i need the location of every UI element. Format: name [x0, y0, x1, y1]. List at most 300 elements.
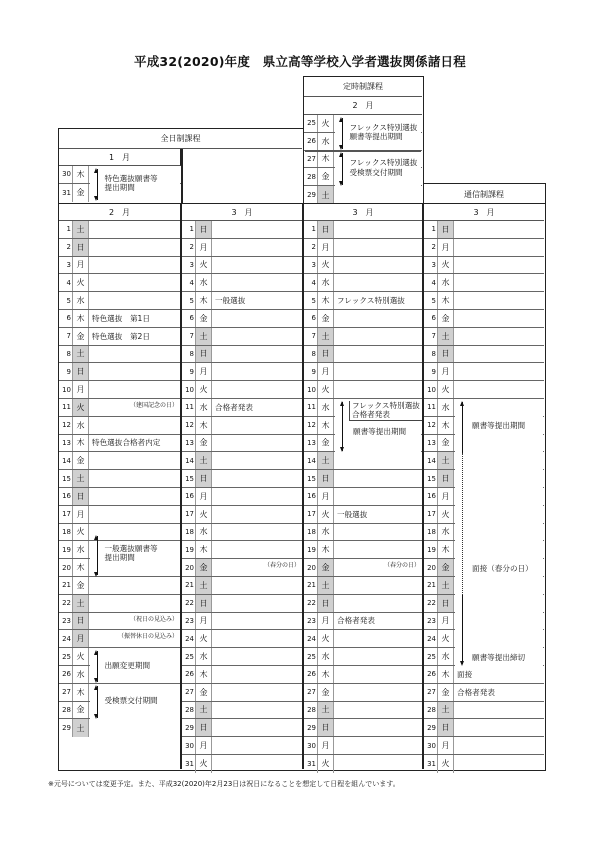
weekday: 日	[73, 488, 89, 505]
day-number: 30	[182, 737, 196, 754]
weekday: 火	[73, 399, 89, 416]
event-cell	[454, 381, 544, 398]
weekday: 土	[196, 452, 212, 469]
span-cell	[455, 400, 543, 666]
period-label-line: 受検票交付期間	[104, 696, 158, 706]
event-text: 特色選抜合格者内定	[92, 438, 161, 448]
weekday: 木	[196, 292, 212, 309]
day-number: 21	[182, 577, 196, 594]
event-cell	[212, 595, 302, 612]
day-number: 16	[424, 488, 438, 505]
calendar-row	[424, 346, 544, 364]
day-number: 3	[424, 257, 438, 274]
weekday: 日	[438, 470, 454, 487]
day-number: 20	[182, 559, 196, 576]
day-number: 7	[59, 328, 73, 345]
period-label	[350, 158, 418, 177]
event-cell	[334, 613, 422, 630]
holiday-note: （春分の日）	[263, 562, 300, 570]
arrow-up-icon	[340, 401, 344, 406]
weekday: 月	[318, 613, 334, 630]
day-number: 28	[304, 702, 318, 719]
event-cell	[89, 221, 180, 238]
weekday: 火	[438, 381, 454, 398]
calendar-row	[182, 417, 302, 435]
day-number: 2	[424, 239, 438, 256]
day-number: 7	[424, 328, 438, 345]
day-number: 6	[59, 310, 73, 327]
teiji-course-header: 定時制課程	[304, 77, 422, 97]
calendar-row	[59, 363, 180, 381]
day-number: 25	[304, 115, 318, 132]
weekday: 金	[318, 435, 334, 452]
weekday: 日	[73, 613, 89, 630]
holiday-note: （祝日の見込み）	[129, 615, 178, 623]
weekday: 土	[73, 346, 89, 363]
calendar-row	[304, 274, 422, 292]
event-cell	[334, 684, 422, 701]
event-cell	[212, 346, 302, 363]
day-number: 9	[59, 363, 73, 380]
event-cell	[334, 719, 422, 736]
event-cell	[212, 470, 302, 487]
weekday: 日	[196, 719, 212, 736]
weekday: 金	[196, 684, 212, 701]
weekday: 月	[73, 381, 89, 398]
weekday: 木	[73, 684, 89, 701]
calendar-row	[182, 399, 302, 417]
footnote: ※元号については変更予定。また、平成32(2020)年2月23日は祝日になることを想定して日程を組んでいます。	[48, 780, 400, 788]
day-number: 14	[424, 452, 438, 469]
day-number: 28	[304, 168, 318, 185]
period-arrow-line	[462, 595, 463, 664]
event-cell	[212, 737, 302, 754]
calendar-row	[59, 435, 180, 453]
weekday: 金	[73, 577, 89, 594]
period-label-line: 受検票交付期間	[349, 167, 403, 177]
weekday: 火	[73, 524, 89, 541]
weekday: 水	[196, 524, 212, 541]
day-number: 8	[304, 346, 318, 363]
calendar-row	[182, 328, 302, 346]
calendar-row	[304, 346, 422, 364]
event-cell	[334, 577, 422, 594]
weekday: 金	[73, 184, 89, 202]
period-label-line: 面接（春分の日）	[472, 563, 533, 573]
event-cell	[212, 577, 302, 594]
event-cell	[454, 274, 544, 291]
period-label	[472, 564, 533, 574]
day-number: 13	[304, 435, 318, 452]
calendar-row	[424, 274, 544, 292]
event-cell	[454, 702, 544, 719]
calendar-row	[59, 417, 180, 435]
weekday: 木	[438, 292, 454, 309]
day-number: 28	[59, 702, 73, 719]
tsushin-mar-month-header: 3 月	[424, 204, 544, 221]
calendar-row	[304, 488, 422, 506]
period-label	[105, 696, 158, 706]
day-number: 22	[59, 595, 73, 612]
calendar-row	[182, 239, 302, 257]
weekday: 木	[318, 541, 334, 558]
day-number: 2	[182, 239, 196, 256]
event-cell	[89, 506, 180, 523]
period-label-line: 特色選抜願書等	[104, 173, 158, 183]
event-cell	[89, 417, 180, 434]
zennichi-jan-blank	[181, 149, 183, 203]
day-number: 6	[424, 310, 438, 327]
weekday: 月	[196, 737, 212, 754]
event-text: 特色選抜 第1日	[92, 313, 150, 323]
weekday: 火	[318, 115, 334, 132]
weekday: 火	[196, 381, 212, 398]
period-label-line: 出願変更期間	[104, 660, 151, 670]
event-cell	[212, 363, 302, 380]
calendar-row	[304, 577, 422, 595]
day-number: 31	[424, 755, 438, 773]
calendar-row	[182, 737, 302, 755]
day-number: 25	[182, 648, 196, 665]
day-number: 17	[424, 506, 438, 523]
calendar-row	[182, 595, 302, 613]
event-cell	[212, 239, 302, 256]
day-number: 6	[304, 310, 318, 327]
event-cell	[89, 524, 180, 541]
teiji-mar-month-header: 3 月	[304, 204, 422, 221]
day-number: 1	[424, 221, 438, 238]
day-number: 15	[59, 470, 73, 487]
calendar-row	[304, 257, 422, 275]
event-cell	[334, 559, 422, 576]
period-label-line: フレックス特別選抜	[349, 158, 418, 168]
event-cell	[212, 684, 302, 701]
event-cell	[334, 737, 422, 754]
weekday: 月	[196, 613, 212, 630]
day-number: 5	[304, 292, 318, 309]
divider	[305, 150, 421, 152]
event-cell	[212, 292, 302, 309]
weekday: 日	[318, 470, 334, 487]
weekday: 木	[73, 435, 89, 452]
day-number: 24	[182, 630, 196, 647]
event-text: 合格者発表	[337, 616, 375, 626]
weekday: 土	[438, 577, 454, 594]
weekday: 木	[196, 666, 212, 683]
event-cell	[454, 737, 544, 754]
calendar-row	[182, 559, 302, 577]
weekday: 日	[73, 363, 89, 380]
event-cell	[454, 310, 544, 327]
calendar-row	[304, 221, 422, 239]
weekday: 火	[318, 381, 334, 398]
weekday: 土	[318, 577, 334, 594]
weekday: 金	[438, 435, 454, 452]
tsushin-course-header: 通信制課程	[464, 189, 504, 199]
weekday: 土	[318, 452, 334, 469]
weekday: 月	[196, 488, 212, 505]
day-number: 27	[182, 684, 196, 701]
day-number: 14	[59, 452, 73, 469]
event-cell	[89, 595, 180, 612]
day-number: 21	[424, 577, 438, 594]
event-cell	[454, 328, 544, 345]
day-number: 20	[304, 559, 318, 576]
event-cell	[334, 595, 422, 612]
day-number: 10	[182, 381, 196, 398]
weekday: 日	[438, 595, 454, 612]
day-number: 26	[59, 666, 73, 683]
calendar-row	[304, 702, 422, 720]
event-cell	[454, 292, 544, 309]
event-cell	[89, 399, 180, 416]
event-cell	[454, 239, 544, 256]
day-number: 29	[424, 719, 438, 736]
event-cell	[212, 666, 302, 683]
zennichi-feb-month-header: 2 月	[59, 204, 180, 221]
weekday: 月	[73, 630, 89, 647]
event-cell	[334, 363, 422, 380]
calendar-row	[304, 328, 422, 346]
weekday: 火	[318, 506, 334, 523]
weekday: 火	[196, 630, 212, 647]
day-number: 17	[304, 506, 318, 523]
calendar-row	[59, 381, 180, 399]
calendar-row	[59, 595, 180, 613]
weekday: 金	[73, 328, 89, 345]
weekday: 水	[318, 399, 334, 416]
weekday: 日	[196, 221, 212, 238]
event-text: 合格者発表	[457, 687, 495, 697]
weekday: 土	[196, 702, 212, 719]
day-number: 19	[424, 541, 438, 558]
period-label-line: 願書等提出期間	[472, 421, 526, 431]
period-label-line: 願書等提出締切	[472, 652, 526, 662]
calendar-row	[304, 363, 422, 381]
weekday: 金	[438, 559, 454, 576]
event-cell	[334, 506, 422, 523]
event-cell	[212, 755, 302, 773]
day-number: 12	[304, 417, 318, 434]
weekday: 水	[196, 648, 212, 665]
day-number: 18	[182, 524, 196, 541]
event-cell	[334, 470, 422, 487]
calendar-row	[424, 666, 544, 684]
event-cell	[454, 719, 544, 736]
day-number: 21	[304, 577, 318, 594]
event-cell	[89, 274, 180, 291]
weekday: 水	[318, 524, 334, 541]
weekday: 火	[318, 257, 334, 274]
calendar-row	[59, 310, 180, 328]
day-number: 10	[59, 381, 73, 398]
calendar-row	[424, 239, 544, 257]
event-cell	[334, 381, 422, 398]
weekday: 水	[73, 541, 89, 558]
calendar-row	[304, 630, 422, 648]
day-number: 23	[304, 613, 318, 630]
event-cell	[89, 435, 180, 452]
event-cell	[212, 399, 302, 416]
weekday: 土	[196, 577, 212, 594]
weekday: 土	[196, 328, 212, 345]
day-number: 27	[424, 684, 438, 701]
weekday: 水	[318, 648, 334, 665]
calendar-row	[304, 292, 422, 310]
day-number: 6	[182, 310, 196, 327]
event-text: 合格者発表	[215, 402, 253, 412]
weekday: 土	[73, 221, 89, 238]
day-number: 17	[59, 506, 73, 523]
day-number: 15	[424, 470, 438, 487]
day-number: 25	[304, 648, 318, 665]
period-label-line: 願書等提出期間	[349, 132, 403, 141]
arrow-down-icon	[340, 447, 344, 452]
calendar-row	[182, 221, 302, 239]
period-label	[353, 427, 406, 437]
weekday: 月	[438, 613, 454, 630]
day-number: 26	[304, 133, 318, 150]
weekday: 水	[196, 399, 212, 416]
weekday: 金	[196, 435, 212, 452]
period-label	[472, 421, 525, 431]
event-cell	[212, 719, 302, 736]
calendar-row	[59, 488, 180, 506]
event-cell	[89, 488, 180, 505]
calendar-row	[424, 221, 544, 239]
weekday: 水	[438, 648, 454, 665]
day-number: 11	[182, 399, 196, 416]
weekday: 金	[73, 702, 89, 719]
day-number: 22	[424, 595, 438, 612]
weekday: 火	[438, 755, 454, 773]
weekday: 火	[196, 257, 212, 274]
event-cell	[89, 292, 180, 309]
day-number: 16	[59, 488, 73, 505]
day-number: 12	[182, 417, 196, 434]
calendar-row	[424, 737, 544, 755]
calendar-row	[182, 577, 302, 595]
weekday: 水	[73, 292, 89, 309]
calendar-row	[59, 470, 180, 488]
teiji-feb-month-header: 2 月	[304, 97, 422, 115]
calendar-row	[304, 755, 422, 773]
calendar-row	[424, 684, 544, 702]
weekday: 日	[318, 719, 334, 736]
day-number: 19	[182, 541, 196, 558]
day-number: 26	[182, 666, 196, 683]
day-number: 26	[304, 666, 318, 683]
day-number: 10	[304, 381, 318, 398]
weekday: 木	[196, 541, 212, 558]
event-cell	[334, 257, 422, 274]
weekday: 水	[318, 133, 334, 150]
event-cell	[212, 648, 302, 665]
day-number: 30	[304, 737, 318, 754]
weekday: 木	[73, 559, 89, 576]
calendar-row	[304, 595, 422, 613]
weekday: 月	[438, 239, 454, 256]
day-number: 1	[304, 221, 318, 238]
arrow-up-icon	[339, 117, 343, 122]
weekday: 月	[318, 239, 334, 256]
day-number: 24	[304, 630, 318, 647]
day-number: 16	[304, 488, 318, 505]
period-label-line: 提出期間	[104, 553, 135, 563]
calendar-row	[59, 524, 180, 542]
day-number: 23	[182, 613, 196, 630]
weekday: 木	[318, 151, 334, 168]
day-number: 4	[424, 274, 438, 291]
holiday-note: （振替休日の見込み）	[117, 633, 178, 641]
weekday: 月	[438, 488, 454, 505]
day-number: 19	[59, 541, 73, 558]
weekday: 火	[438, 257, 454, 274]
weekday: 日	[438, 346, 454, 363]
weekday: 日	[73, 239, 89, 256]
period-label	[350, 123, 418, 142]
calendar-row	[182, 435, 302, 453]
day-number: 29	[59, 719, 73, 737]
weekday: 日	[318, 221, 334, 238]
event-cell	[89, 470, 180, 487]
weekday: 土	[73, 595, 89, 612]
weekday: 月	[318, 488, 334, 505]
calendar-row	[424, 702, 544, 720]
event-cell	[212, 506, 302, 523]
calendar-row	[59, 630, 180, 648]
weekday: 日	[196, 595, 212, 612]
event-cell	[89, 257, 180, 274]
event-cell	[89, 719, 180, 737]
weekday: 月	[438, 737, 454, 754]
event-cell	[212, 417, 302, 434]
day-number: 31	[59, 184, 73, 202]
day-number: 13	[182, 435, 196, 452]
calendar-row	[304, 666, 422, 684]
weekday: 月	[73, 506, 89, 523]
event-cell	[334, 186, 422, 204]
weekday: 金	[318, 559, 334, 576]
event-cell	[334, 239, 422, 256]
event-cell	[89, 363, 180, 380]
event-cell	[212, 702, 302, 719]
day-number: 31	[182, 755, 196, 773]
calendar-row	[304, 737, 422, 755]
day-number: 5	[424, 292, 438, 309]
arrow-up-icon	[94, 535, 98, 540]
day-number: 13	[59, 435, 73, 452]
calendar-row	[424, 292, 544, 310]
calendar-row	[424, 363, 544, 381]
calendar-row	[304, 381, 422, 399]
weekday: 金	[438, 684, 454, 701]
day-number: 2	[304, 239, 318, 256]
day-number: 11	[59, 399, 73, 416]
event-text: 一般選抜	[215, 296, 246, 306]
day-number: 18	[59, 524, 73, 541]
calendar-row	[182, 648, 302, 666]
event-cell	[334, 328, 422, 345]
day-number: 22	[304, 595, 318, 612]
weekday: 木	[438, 666, 454, 683]
weekday: 火	[73, 648, 89, 665]
event-cell	[89, 613, 180, 630]
period-label-line: フレックス特別選抜	[349, 122, 418, 132]
weekday: 水	[196, 274, 212, 291]
calendar-row	[59, 719, 180, 737]
day-number: 3	[182, 257, 196, 274]
